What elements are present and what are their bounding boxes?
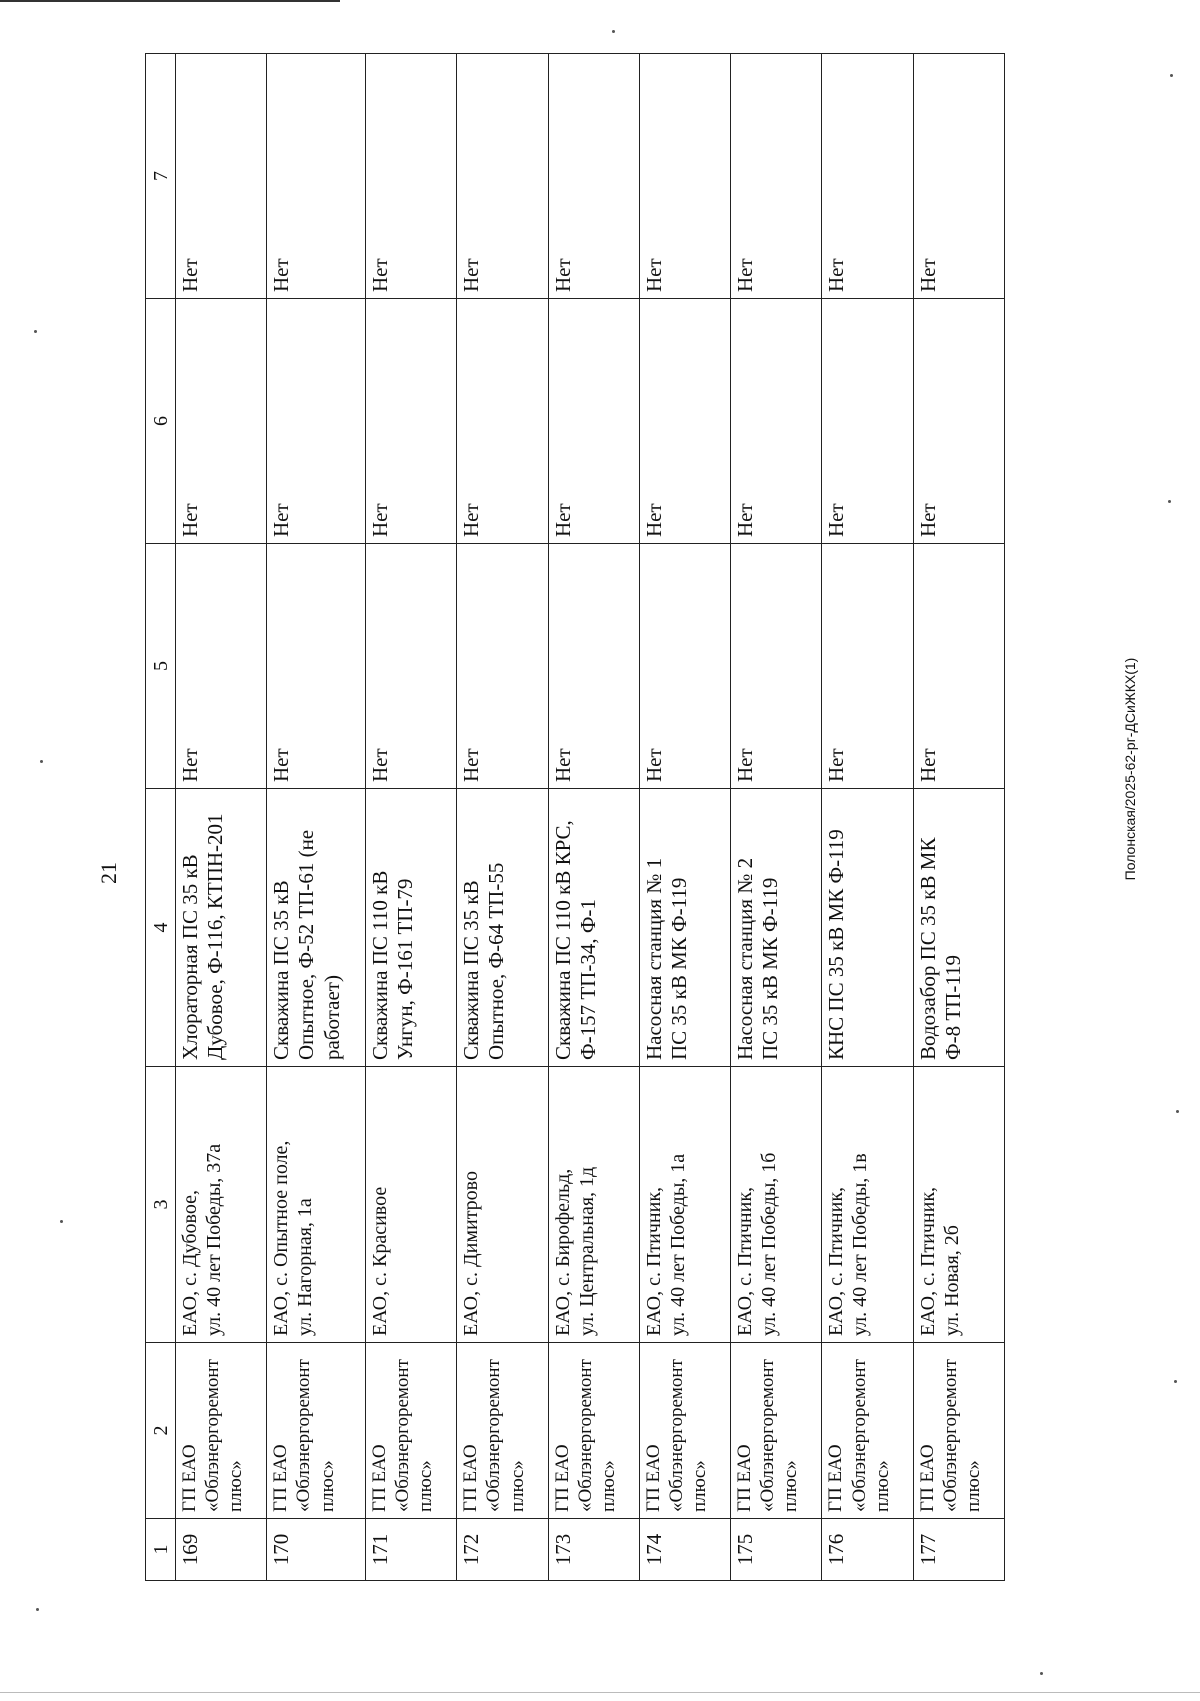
header-cell-2: 2	[146, 1343, 176, 1519]
table-row	[639, 54, 730, 1581]
column-5-cell: Нет	[731, 544, 822, 789]
object-line: Ф-8 ТП-119	[940, 954, 965, 1060]
column-6-cell: Нет	[267, 299, 366, 544]
organization-cell	[176, 1343, 267, 1519]
organization-line: ГП ЕАО	[734, 1444, 756, 1512]
object-cell	[731, 789, 822, 1067]
organization-line: ГП ЕАО	[825, 1444, 847, 1512]
organization-line: плюс»	[780, 1460, 802, 1512]
address-cell	[731, 1067, 822, 1343]
object-line: Опытное, Ф-52 ТП-61 (не	[294, 829, 319, 1060]
address-cell	[457, 1067, 548, 1343]
column-5-cell: Нет	[457, 544, 548, 789]
row-number-cell: 171	[365, 1519, 456, 1581]
object-cell	[457, 789, 548, 1067]
address-line: ЕАО, с. Дубовое,	[179, 1190, 201, 1336]
address-line: ул. Нагорная, 1а	[294, 1198, 317, 1336]
column-7-cell: Нет	[639, 54, 730, 299]
organization-line: «Облэнергоремонт	[665, 1359, 687, 1512]
row-number-cell: 175	[731, 1519, 822, 1581]
object-line: ПС 35 кВ МК Ф-119	[758, 877, 783, 1060]
organization-line: плюс»	[316, 1460, 338, 1512]
scan-speck	[60, 1220, 63, 1223]
organization-cell	[731, 1343, 822, 1519]
table-row	[822, 54, 913, 1581]
header-cell-1: 1	[146, 1519, 176, 1581]
organization-cell	[913, 1343, 1004, 1519]
document-code: Полонская/2025-62-рг-ДСиЖКХ(1)	[1122, 657, 1138, 881]
address-line: ЕАО, с. Красивое	[368, 1186, 391, 1336]
organization-line: ГП ЕАО	[179, 1444, 200, 1512]
object-line: работает)	[319, 975, 344, 1060]
organization-line: «Облэнергоремонт	[483, 1359, 505, 1512]
organization-line: «Облэнергоремонт	[757, 1359, 779, 1512]
address-line: ул. Центральная, 1д	[575, 1166, 598, 1336]
row-number-cell: 174	[639, 1519, 730, 1581]
column-6-cell: Нет	[639, 299, 730, 544]
organization-cell	[822, 1343, 913, 1519]
organization-line: плюс»	[963, 1460, 984, 1512]
object-line: Водозабор ПС 35 кВ МК	[915, 837, 940, 1060]
column-5-cell: Нет	[822, 544, 913, 789]
object-line: Скважина ПС 110 кВ КРС,	[550, 820, 575, 1060]
scan-speck	[1168, 500, 1171, 503]
column-7-cell: Нет	[913, 54, 1004, 299]
row-number-cell: 169	[176, 1519, 267, 1581]
object-cell	[176, 789, 267, 1067]
organization-cell	[365, 1343, 456, 1519]
address-line: ЕАО, с. Бирофельд,	[551, 1168, 574, 1336]
organization-line: плюс»	[597, 1460, 619, 1512]
address-line: ЕАО, с. Птичник,	[734, 1186, 757, 1336]
column-7-cell: Нет	[822, 54, 913, 299]
organization-line: ГП ЕАО	[368, 1444, 390, 1512]
object-line: Скважина ПС 35 кВ	[459, 880, 484, 1060]
column-5-cell: Нет	[548, 544, 639, 789]
column-6-cell: Нет	[913, 299, 1004, 544]
row-number-cell: 177	[913, 1519, 1004, 1581]
object-line: КНС ПС 35 кВ МК Ф-119	[824, 829, 849, 1060]
column-6-cell: Нет	[731, 299, 822, 544]
header-cell-4: 4	[146, 789, 176, 1067]
column-5-cell: Нет	[365, 544, 456, 789]
column-7-cell: Нет	[176, 54, 267, 299]
table-header-row	[146, 54, 176, 1581]
address-line: ЕАО, с. Птичник,	[825, 1186, 848, 1336]
object-line: Насосная станция № 1	[641, 857, 666, 1060]
row-number-cell: 176	[822, 1519, 913, 1581]
column-5-cell: Нет	[913, 544, 1004, 789]
address-line: ул. 40 лет Победы, 1в	[849, 1153, 872, 1336]
column-6-cell: Нет	[548, 299, 639, 544]
address-cell	[267, 1067, 366, 1343]
table-row	[731, 54, 822, 1581]
facilities-table	[145, 53, 1005, 1581]
column-6-cell: Нет	[822, 299, 913, 544]
table-row	[548, 54, 639, 1581]
address-line: ЕАО, с. Птичник,	[642, 1186, 665, 1336]
header-cell-7: 7	[146, 54, 176, 299]
organization-line: «Облэнергоремонт	[202, 1359, 224, 1512]
organization-line: ГП ЕАО	[270, 1444, 292, 1512]
row-number-cell: 172	[457, 1519, 548, 1581]
address-line: ЕАО, с. Опытное поле,	[270, 1140, 293, 1336]
organization-line: плюс»	[506, 1460, 528, 1512]
column-6-cell: Нет	[457, 299, 548, 544]
object-line: Опытное, Ф-64 ТП-55	[484, 862, 509, 1060]
object-line: Хлораторная ПС 35 кВ	[178, 854, 202, 1060]
scan-speck	[1170, 74, 1173, 77]
scan-speck	[34, 330, 37, 333]
page-number: 21	[96, 862, 121, 884]
address-line: ул. 40 лет Победы, 37а	[203, 1143, 225, 1336]
column-7-cell: Нет	[548, 54, 639, 299]
object-cell	[267, 789, 366, 1067]
column-6-cell: Нет	[365, 299, 456, 544]
object-line: Скважина ПС 110 кВ	[367, 870, 392, 1060]
address-line: ЕАО, с. Птичник,	[916, 1186, 939, 1336]
organization-line: ГП ЕАО	[551, 1444, 573, 1512]
table-rotated-container	[145, 54, 1005, 1581]
column-7-cell: Нет	[267, 54, 366, 299]
table-row	[457, 54, 548, 1581]
address-line: ЕАО, с. Димитрово	[460, 1171, 483, 1336]
header-cell-3: 3	[146, 1067, 176, 1343]
object-cell	[822, 789, 913, 1067]
scan-speck	[36, 1608, 39, 1611]
organization-cell	[457, 1343, 548, 1519]
address-cell	[639, 1067, 730, 1343]
scan-speck	[1040, 1672, 1043, 1675]
organization-line: «Облэнергоремонт	[574, 1359, 596, 1512]
address-line: ул. Новая, 2б	[940, 1225, 963, 1336]
address-cell	[822, 1067, 913, 1343]
organization-line: «Облэнергоремонт	[293, 1359, 315, 1512]
row-number-cell: 170	[267, 1519, 366, 1581]
column-7-cell: Нет	[731, 54, 822, 299]
organization-line: ГП ЕАО	[460, 1444, 482, 1512]
scan-speck	[40, 760, 43, 763]
organization-line: «Облэнергоремонт	[848, 1359, 870, 1512]
table-row	[913, 54, 1004, 1581]
address-cell	[365, 1067, 456, 1343]
scan-artifact-line	[0, 0, 340, 2]
row-number-cell: 173	[548, 1519, 639, 1581]
scan-artifact-line	[0, 1692, 1200, 1693]
header-cell-6: 6	[146, 299, 176, 544]
table-row	[365, 54, 456, 1581]
organization-cell	[639, 1343, 730, 1519]
table-body	[146, 54, 1005, 1581]
address-cell	[548, 1067, 639, 1343]
column-7-cell: Нет	[365, 54, 456, 299]
organization-line: плюс»	[871, 1460, 893, 1512]
column-5-cell: Нет	[176, 544, 267, 789]
table-row	[267, 54, 366, 1581]
object-line: ПС 35 кВ МК Ф-119	[667, 877, 691, 1060]
object-line: Скважина ПС 35 кВ	[269, 880, 294, 1060]
address-cell	[913, 1067, 1004, 1343]
object-cell	[548, 789, 639, 1067]
organization-line: ГП ЕАО	[642, 1444, 664, 1512]
organization-line: ГП ЕАО	[916, 1444, 938, 1512]
address-cell	[176, 1067, 267, 1343]
object-cell	[913, 789, 1004, 1067]
organization-cell	[267, 1343, 366, 1519]
scan-speck	[612, 30, 615, 33]
address-line: ул. 40 лет Победы, 1а	[666, 1153, 689, 1336]
organization-line: «Облэнергоремонт	[392, 1359, 414, 1512]
header-cell-5: 5	[146, 544, 176, 789]
object-line: Унгун, Ф-161 ТП-79	[393, 878, 418, 1060]
column-5-cell: Нет	[267, 544, 366, 789]
column-6-cell: Нет	[176, 299, 267, 544]
scan-speck	[1176, 1110, 1179, 1113]
object-line: Дубовое, Ф-116, КТПН-201	[203, 813, 228, 1060]
object-line: Насосная станция № 2	[733, 857, 758, 1060]
column-5-cell: Нет	[639, 544, 730, 789]
organization-line: плюс»	[689, 1460, 711, 1512]
object-cell	[639, 789, 730, 1067]
address-line: ул. 40 лет Победы, 1б	[758, 1152, 781, 1336]
table-row	[176, 54, 267, 1581]
object-cell	[365, 789, 456, 1067]
organization-cell	[548, 1343, 639, 1519]
column-7-cell: Нет	[457, 54, 548, 299]
organization-line: плюс»	[225, 1460, 247, 1512]
organization-line: «Облэнергоремонт	[939, 1359, 961, 1512]
object-line: Ф-157 ТП-34, Ф-1	[575, 899, 600, 1060]
scan-speck	[1174, 1380, 1177, 1383]
organization-line: плюс»	[415, 1460, 437, 1512]
